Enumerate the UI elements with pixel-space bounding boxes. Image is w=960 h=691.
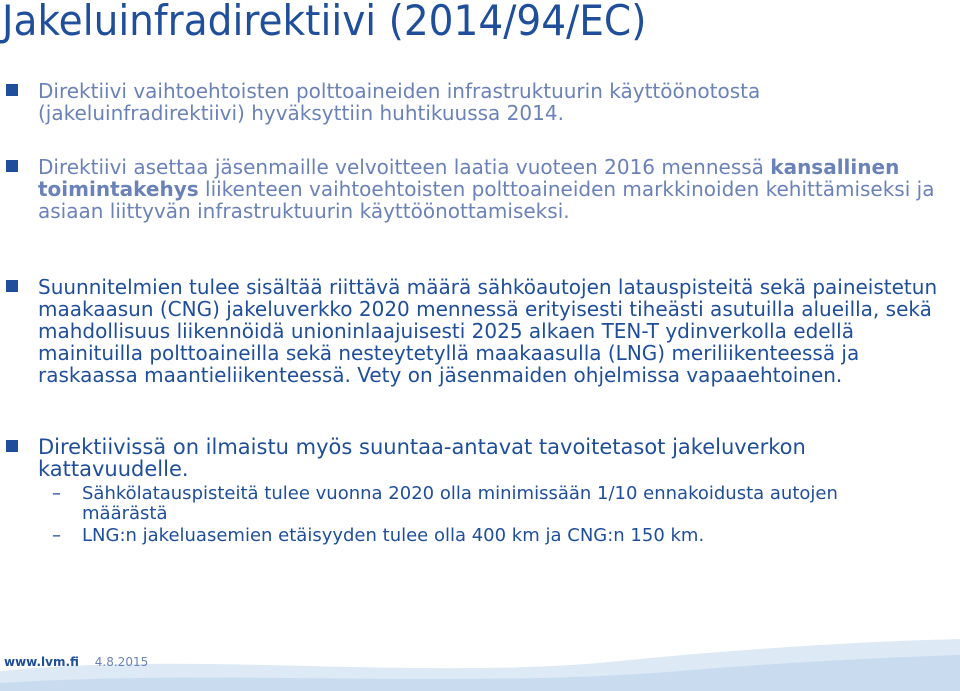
sub-bullet-text: Sähkölatauspisteitä tulee vuonna 2020 olla minimissään 1/10 ennakoidusta autojen määrästä	[82, 483, 838, 524]
square-bullet-icon	[6, 280, 18, 292]
bullet-item-2	[38, 156, 938, 222]
bullet-text: Direktiivi vaihtoehtoisten polttoaineiden infrastruktuurin käyttöönotosta (jakeluinfradirektiivi) hyväksyttiin huhtikuussa 2014.	[38, 79, 761, 125]
bullet-lead-text: Direktiivi asettaa jäsenmaille velvoitteen laatia vuoteen 2016 mennessä	[38, 155, 771, 179]
dash-bullet-icon: –	[52, 525, 61, 546]
bullet-text	[38, 156, 938, 222]
bullet-item-1	[38, 80, 938, 124]
sub-bullet-item-1	[52, 483, 922, 524]
sub-bullet-text: LNG:n jakeluasemien etäisyyden tulee olla 400 km ja CNG:n 150 km.	[82, 525, 705, 546]
footer-url[interactable]: www.lvm.fi	[4, 655, 79, 669]
dash-bullet-icon: –	[52, 483, 61, 504]
footer	[4, 655, 148, 669]
square-bullet-icon	[6, 440, 18, 452]
sub-bullet-item-2	[52, 525, 922, 546]
bullet-item-3	[38, 276, 938, 386]
slide-title: Jakeluinfradirektiivi (2014/94/EC)	[2, 0, 647, 45]
square-bullet-icon	[6, 84, 18, 96]
bullet-bold-text: kansallinen toimintakehys	[38, 155, 900, 201]
bullet-item-4	[38, 436, 938, 480]
bullet-text: Suunnitelmien tulee sisältää riittävä määrä sähköautojen latauspisteitä sekä paineistetun maakaasun (CNG) jakeluverkko 2020 mennessä erityisesti tiheästi asutuilla alueilla, sekä mahdollisuus liikennöidä unioninlaajuisesti 2025 alkaen TEN-T ydinverkolla edellä mainituilla polttoaineilla sekä nesteytetyllä maakaasulla (LNG) meriliikenteessä ja raskaassa maantieliikenteessä. Vety on jäsenmaiden ohjelmissa vapaaehtoinen.	[38, 275, 938, 387]
square-bullet-icon	[6, 160, 18, 172]
footer-wave-decoration	[0, 611, 960, 691]
footer-date: 4.8.2015	[94, 655, 149, 669]
bullet-text: Direktiivissä on ilmaistu myös suuntaa-antavat tavoitetasot jakeluverkon kattavuudelle.	[38, 435, 806, 481]
bullet-rest-text: liikenteen vaihtoehtoisten polttoaineiden markkinoiden kehittämiseksi ja asiaan liittyvän infrastruktuurin käyttöönottamiseksi.	[38, 177, 935, 223]
